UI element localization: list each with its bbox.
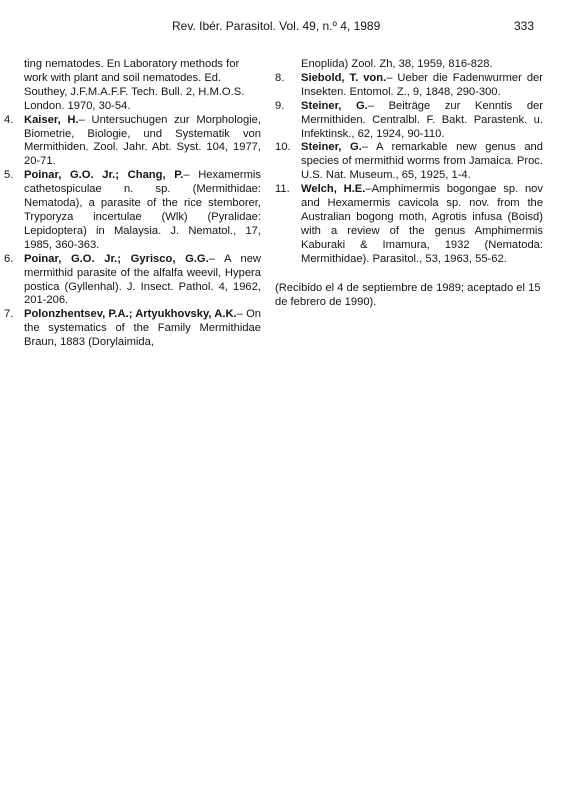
reference-number: 10. bbox=[275, 141, 291, 154]
reference-text: – Ueber die Fadenwurmer der Insekten. Entomol. Z., 9, 1848, 290-300. bbox=[301, 71, 543, 98]
reference-continuation: ting nematodes. En Laboratory methods for work with plant and soil nematodes. Ed. Southey, J.F.M.A.F.F. Tech. Bull. 2, H.M.O.S. London. 1970, 30-54. bbox=[24, 58, 245, 112]
reference-number: 7. bbox=[4, 308, 14, 321]
reference-text: –Amphimermis bogongae sp. nov and Hexamermis cavicola sp. nov. from the Australian bogong moth, Agrotis infusa (Boisd) with a review of the genus Amphimermis Kaburaki & Imamura, 1932 (Nematoda: Mermithidae). Parasitol., 53, 1963, 55-62. bbox=[301, 183, 543, 265]
reference-authors: Steiner, G. bbox=[301, 99, 368, 112]
reference-authors: Steiner, G. bbox=[301, 141, 362, 154]
reference-item bbox=[4, 169, 261, 252]
reference-authors: Polonzhentsev, P.A.; Artyukhovsky, A.K. bbox=[24, 308, 237, 321]
reference-number: 5. bbox=[4, 169, 14, 182]
reference-authors: Kaiser, H. bbox=[24, 113, 79, 126]
reference-number: 8. bbox=[275, 71, 285, 84]
reference-item bbox=[275, 72, 543, 100]
references-left-column bbox=[4, 58, 261, 350]
reference-authors: Siebold, T. von. bbox=[301, 71, 387, 84]
reference-text: – Beiträge zur Kenntis der Mermithiden. Centralbl. F. Bakt. Parastenk. u. Infektinsk., 62, 1924, 90-110. bbox=[301, 99, 543, 140]
reference-number: 9. bbox=[275, 99, 285, 112]
reference-text: – Untersuchugen zur Morphologie, Biometrie, Biologie, und Systematik von Mermithiden. Zool. Jahr. Abt. Syst. 104, 1977, 20-71. bbox=[24, 113, 261, 168]
reference-item bbox=[4, 308, 261, 350]
reference-number: 11. bbox=[275, 183, 290, 196]
reference-authors: Welch, H.E. bbox=[301, 183, 366, 196]
journal-citation: Rev. Ibér. Parasitol. Vol. 49, n.º 4, 1989 bbox=[172, 19, 381, 33]
reference-item bbox=[275, 183, 543, 266]
reference-authors: Poinar, G.O. Jr.; Gyrisco, G.G. bbox=[24, 252, 209, 265]
running-header bbox=[0, 18, 566, 34]
reference-item bbox=[4, 114, 261, 170]
reference-text: – On the systematics of the Family Mermithidae Braun, 1883 (Dorylaimida, bbox=[24, 308, 261, 349]
reference-text: – A new mermithid parasite of the alfalfa weevil, Hypera postica (Gyllenhal). J. Insect. Pathol. 4, 1962, 201-206. bbox=[24, 252, 261, 307]
reference-item bbox=[275, 100, 543, 142]
reference-authors: Poinar, G.O. Jr.; Chang, P. bbox=[24, 169, 184, 182]
reference-item bbox=[4, 253, 261, 309]
references-right-column bbox=[275, 58, 543, 321]
reference-number: 6. bbox=[4, 252, 14, 265]
reference-number: 4. bbox=[4, 113, 14, 126]
reference-text: – A remarkable new genus and species of mermithid worms from Jamaica. Proc. U.S. Nat. Museum., 65, 1925, 1-4. bbox=[301, 141, 543, 182]
reference-continuation: Enoplida) Zool. Zh, 38, 1959, 816-828. bbox=[301, 58, 493, 70]
page-number: 333 bbox=[514, 19, 535, 33]
reference-text: – Hexamermis cathetospiculae n. sp. (Mermithidae: Nematoda), a parasite of the rice stemborer, Tryporyza incertulae (Wlk) (Pyralidae: Lepidoptera) in Malaysia. J. Nematol., 17, 1985, 360-363. bbox=[24, 169, 261, 251]
received-accepted-note: (Recibido el 4 de septiembre de 1989; aceptado el 15 de febrero de 1990). bbox=[275, 281, 541, 308]
reference-item bbox=[275, 141, 543, 183]
